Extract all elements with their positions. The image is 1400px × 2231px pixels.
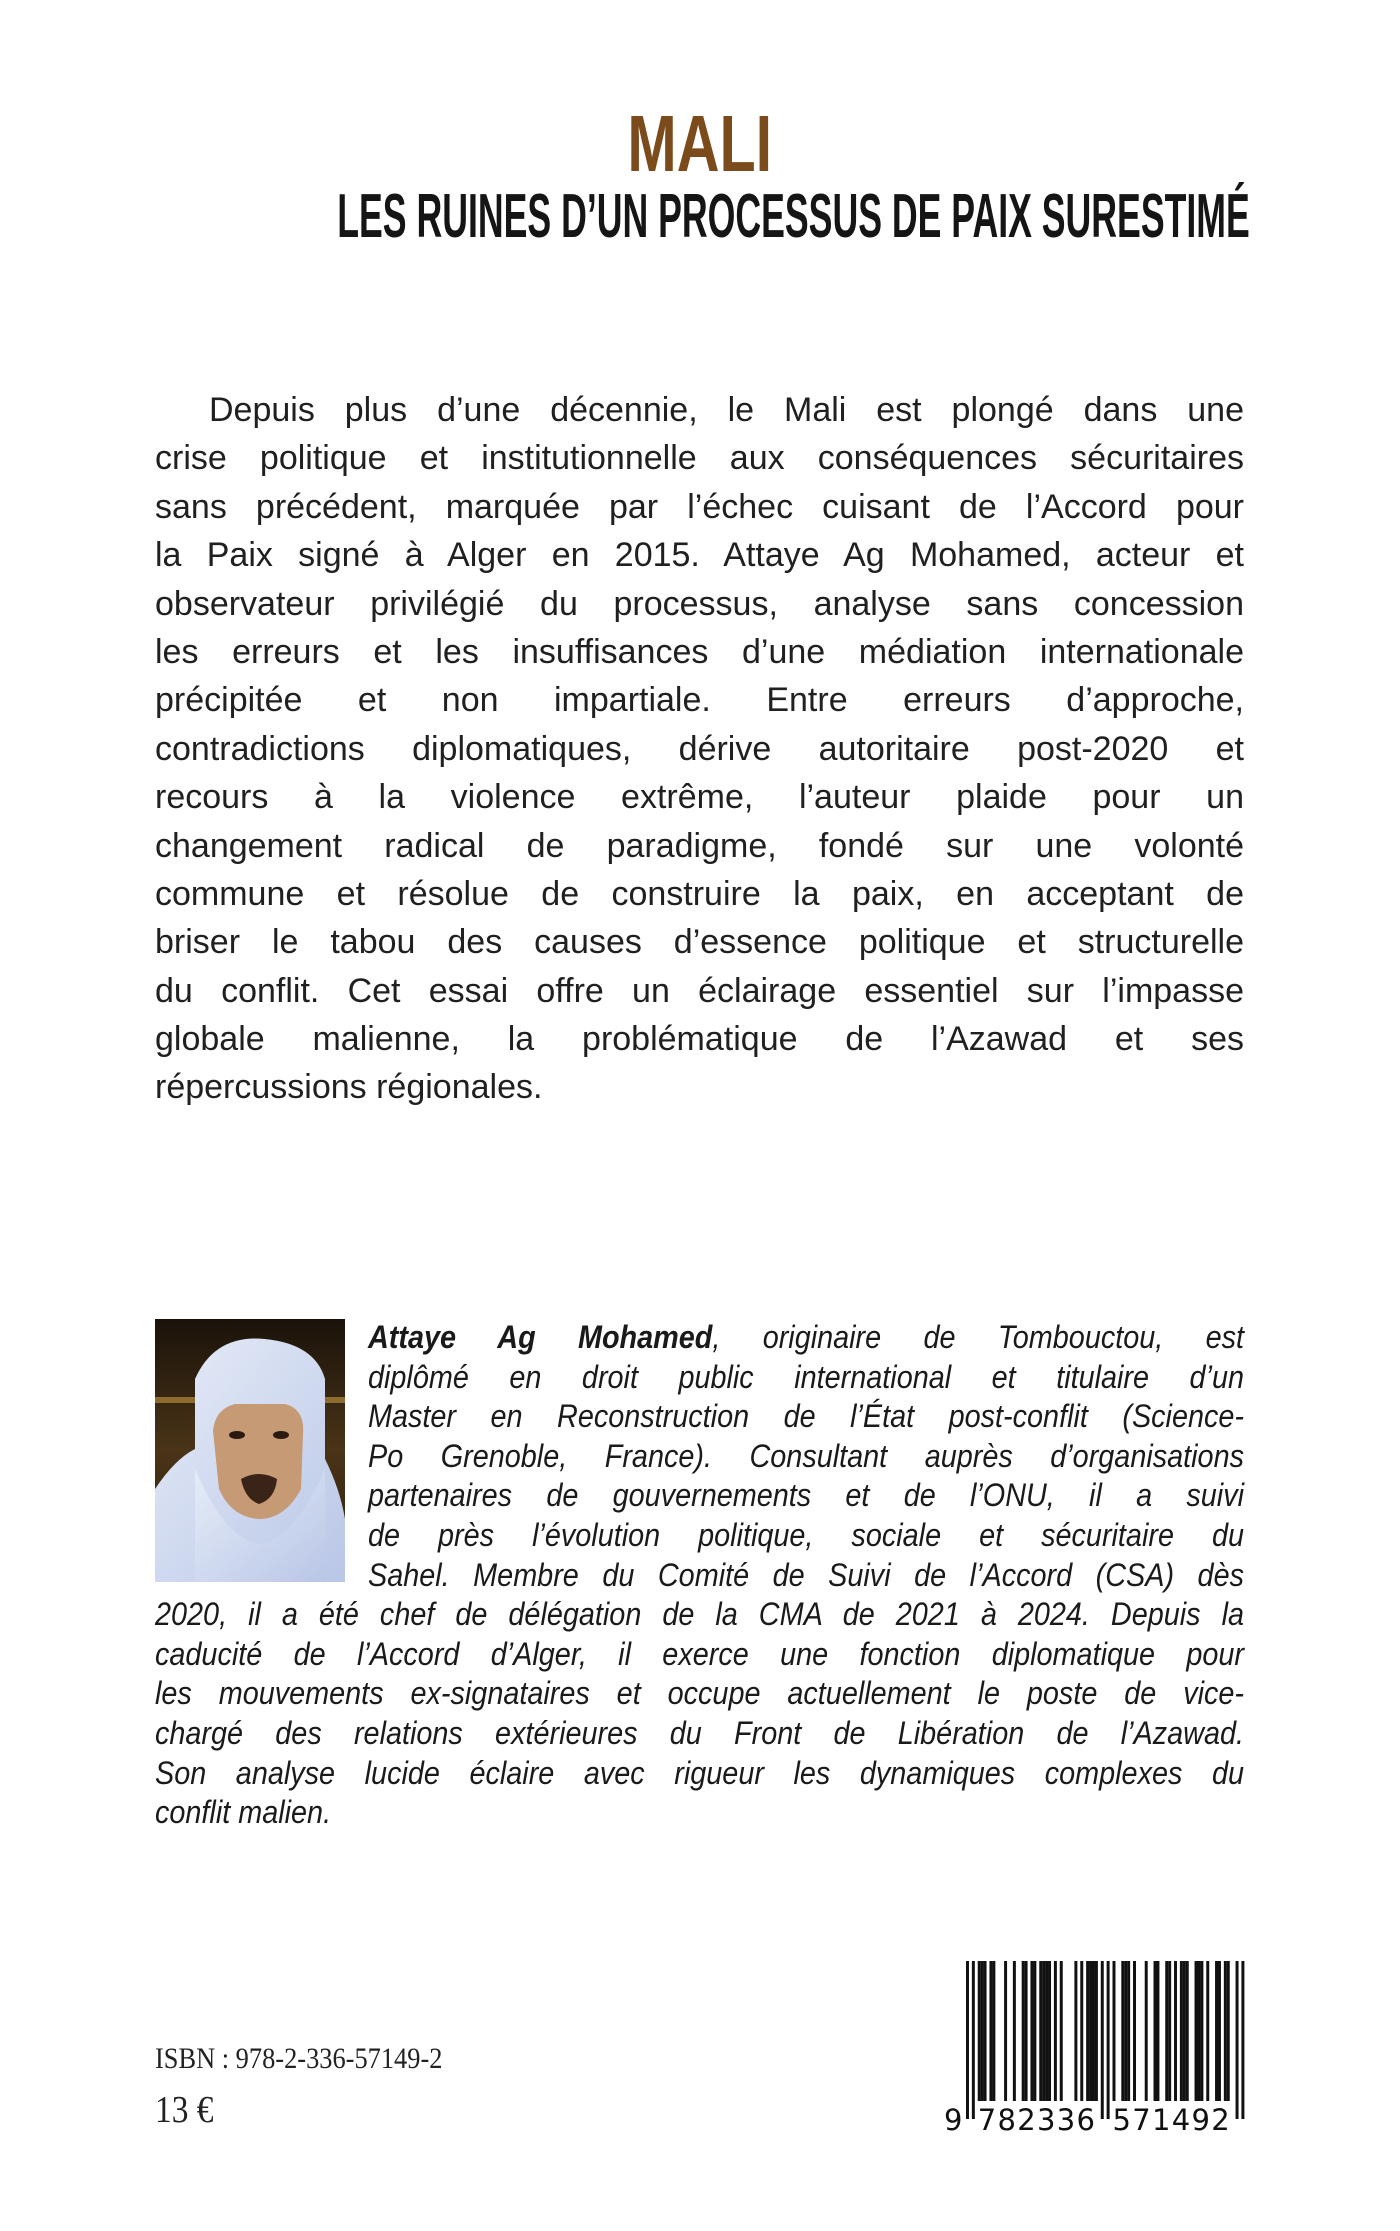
bio-line	[155, 1556, 1244, 1596]
barcode-digits: 571492	[1112, 2103, 1230, 2137]
barcode	[940, 1958, 1250, 2138]
barcode-bar	[1022, 1961, 1025, 2101]
price: 13 €	[155, 2089, 214, 2131]
bio-line	[155, 1318, 1244, 1358]
summary-line: les erreurs et les insuffisances d’une médiation internationale	[155, 632, 1244, 671]
barcode-bar	[1039, 1961, 1042, 2101]
barcode-bar	[1183, 1961, 1186, 2101]
bio-text: , originaire de Tombouctou, est	[712, 1319, 1245, 1355]
barcode-bar	[978, 1961, 981, 2101]
bio-text: Sahel. Membre du Comité de Suivi de l’Accord (CSA) dès	[368, 1556, 1244, 1593]
barcode-bar	[1165, 1961, 1168, 2101]
barcode-bar	[1060, 1961, 1063, 2101]
barcode-bar	[1224, 1961, 1227, 2101]
summary-line: Depuis plus d’une décennie, le Mali est plongé dans une	[209, 391, 1244, 429]
barcode-bar	[1145, 1961, 1148, 2101]
summary-line: la Paix signé à Alger en 2015. Attaye Ag Mohamed, acteur et	[155, 536, 1244, 575]
barcode-bar	[1174, 1961, 1177, 2101]
bio-text: Son analyse lucide éclaire avec rigueur les dynamiques complexes du	[155, 1754, 1244, 1791]
summary-line: du conflit. Cet essai offre un éclairage essentiel sur l’impasse	[155, 971, 1244, 1010]
bio-text: 2020, il a été chef de délégation de la CMA de 2021 à 2024. Depuis la	[155, 1596, 1244, 1633]
barcode-bar	[1074, 1961, 1077, 2101]
barcode-bar	[1113, 1961, 1116, 2101]
bio-text: conflit malien.	[155, 1794, 332, 1831]
barcode-bar	[1227, 1961, 1230, 2101]
barcode-bar	[1186, 1961, 1189, 2101]
bio-text: caducité de l’Accord d’Alger, il exerce une fonction diplomatique pour	[155, 1635, 1244, 1672]
bio-line	[155, 1397, 1244, 1437]
bio-line	[155, 1754, 1244, 1794]
barcode-bar	[1215, 1961, 1218, 2101]
barcode-bar	[1089, 1961, 1092, 2101]
barcode-guard-bar	[1236, 1961, 1239, 2119]
subtitle-block	[0, 182, 1400, 251]
bio-text: diplômé en droit public international et titulaire d’un	[368, 1358, 1244, 1395]
barcode-bar	[1092, 1961, 1095, 2101]
bio-line	[155, 1358, 1244, 1398]
barcode-guard-bar	[972, 1961, 975, 2119]
barcode-bar	[1180, 1961, 1183, 2101]
barcode-bar	[981, 1961, 984, 2101]
summary-line: recours à la violence extrême, l’auteur plaide pour un	[155, 778, 1244, 817]
author-bio	[155, 1318, 1244, 1833]
barcode-bar	[1033, 1961, 1036, 2101]
summary-line: globale malienne, la problématique de l’Azawad et ses	[155, 1020, 1244, 1059]
bio-text: chargé des relations extérieures du Front de Libération de l’Azawad.	[155, 1714, 1244, 1751]
barcode-bar	[1086, 1961, 1089, 2101]
bio-text: les mouvements ex-signataires et occupe actuellement le poste de vice-	[155, 1675, 1244, 1712]
barcode-guard-bar	[966, 1961, 969, 2119]
barcode-bar	[989, 1961, 992, 2101]
bio-text: de près l’évolution politique, sociale et sécuritaire du	[368, 1516, 1244, 1553]
bio-line	[155, 1714, 1244, 1754]
barcode-bar	[1127, 1961, 1130, 2101]
barcode-digits: 782336	[977, 2103, 1095, 2137]
barcode-bar	[1168, 1961, 1171, 2101]
barcode-bar	[1045, 1961, 1048, 2101]
bio-text: Master en Reconstruction de l’État post-conflit (Science-	[368, 1398, 1244, 1435]
summary-line: changement radical de paradigme, fondé sur une volonté	[155, 826, 1244, 865]
bio-text: partenaires de gouvernements et de l’ONU, il a suivi	[368, 1477, 1244, 1514]
barcode-bar	[1218, 1961, 1221, 2101]
summary-line: commune et résolue de construire la paix, en acceptant de	[155, 874, 1244, 913]
barcode-bar	[1025, 1961, 1028, 2101]
book-subtitle: LES RUINES D’UN PROCESSUS DE PAIX SURESTIMÉ	[337, 182, 1250, 251]
barcode-guard-bar	[1241, 1961, 1244, 2119]
barcode-guard-bar	[1107, 1961, 1110, 2119]
barcode-bar	[1121, 1961, 1124, 2101]
isbn: ISBN : 978-2-336-57149-2	[155, 2042, 443, 2075]
barcode-bar	[1048, 1961, 1051, 2101]
barcode-bar	[1013, 1961, 1016, 2101]
summary-line: crise politique et institutionnelle aux conséquences sécuritaires	[155, 439, 1244, 478]
barcode-bar	[984, 1961, 987, 2101]
barcode-bar	[1197, 1961, 1200, 2101]
barcode-bar	[1195, 1961, 1198, 2101]
barcode-bar	[1154, 1961, 1157, 2101]
barcode-bar	[1080, 1961, 1083, 2101]
barcode-bar	[1030, 1961, 1033, 2101]
bio-line	[155, 1674, 1244, 1714]
back-cover-summary	[155, 386, 1244, 1112]
barcode-bar	[1156, 1961, 1159, 2101]
bio-line	[155, 1437, 1244, 1477]
summary-line: briser le tabou des causes d’essence politique et structurelle	[155, 923, 1244, 962]
title-block	[0, 99, 1400, 188]
book-title: MALI	[627, 99, 773, 188]
barcode-digits: 9	[944, 2103, 963, 2137]
bio-line	[155, 1635, 1244, 1675]
barcode-bar	[1206, 1961, 1209, 2101]
barcode-bar	[1095, 1961, 1098, 2101]
bio-line	[155, 1793, 1244, 1833]
barcode-bar	[1054, 1961, 1057, 2101]
barcode-bar	[1042, 1961, 1045, 2101]
barcode-guard-bar	[1101, 1961, 1104, 2119]
author-name: Attaye Ag Mohamed	[368, 1319, 713, 1355]
barcode-bar	[1004, 1961, 1007, 2101]
summary-line: observateur privilégié du processus, analyse sans concession	[155, 584, 1244, 623]
barcode-bar	[1133, 1961, 1136, 2101]
barcode-bar	[1200, 1961, 1203, 2101]
barcode-bar	[992, 1961, 995, 2101]
bio-text: Po Grenoble, France). Consultant auprès d’organisations	[368, 1437, 1244, 1474]
summary-line: contradictions diplomatiques, dérive autoritaire post-2020 et	[155, 729, 1244, 768]
summary-line: sans précédent, marquée par l’échec cuisant de l’Accord pour	[155, 487, 1244, 526]
barcode-bar	[1124, 1961, 1127, 2101]
bio-line	[155, 1595, 1244, 1635]
summary-line: répercussions régionales.	[155, 1068, 543, 1107]
summary-line: précipitée et non impartiale. Entre erreurs d’approche,	[155, 681, 1244, 720]
bio-line	[155, 1476, 1244, 1516]
bio-line	[155, 1516, 1244, 1556]
